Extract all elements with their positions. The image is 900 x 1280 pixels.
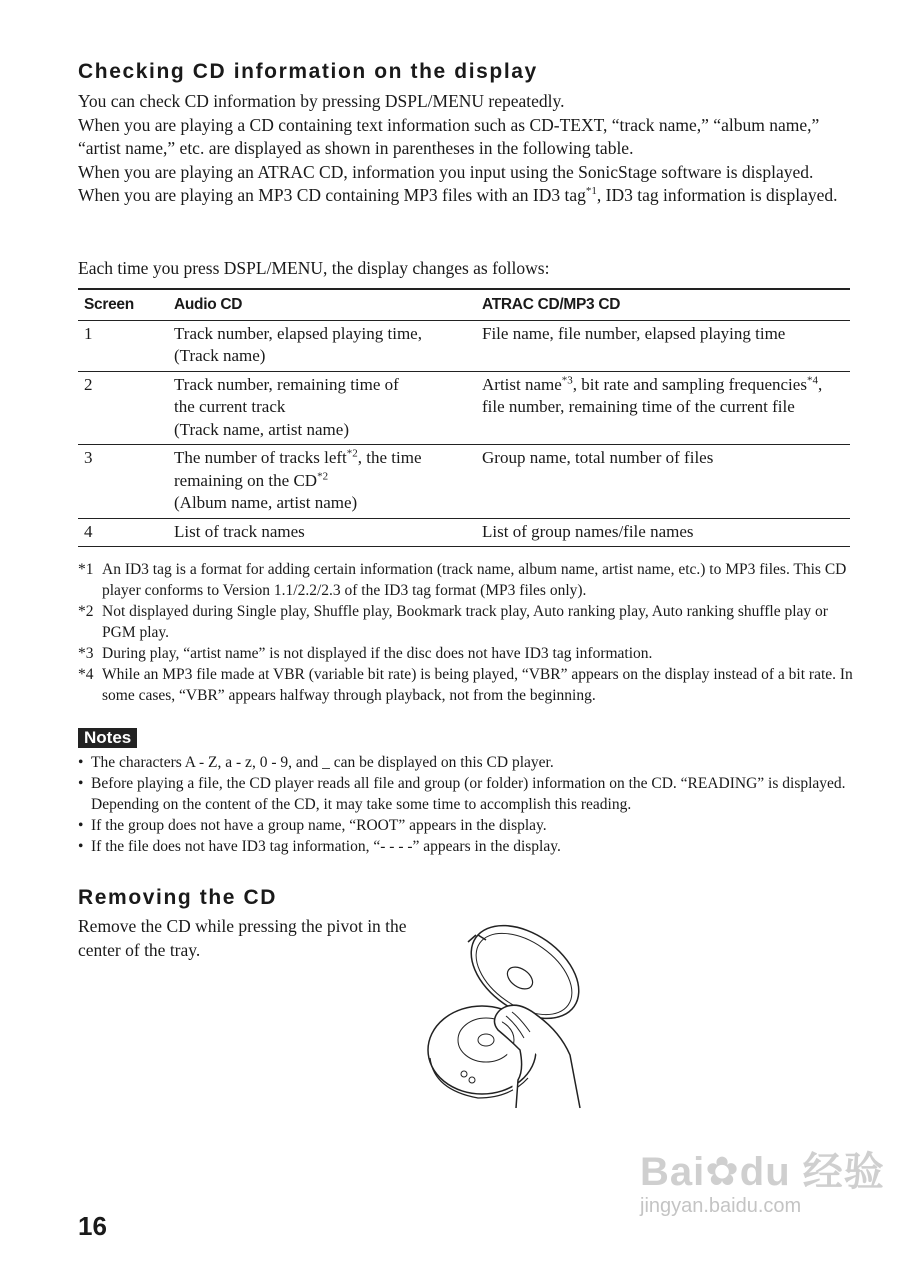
header-audio-cd: Audio CD: [168, 289, 476, 320]
table-row: [78, 518, 850, 547]
footnote: *1 An ID3 tag is a format for adding certain information (track name, album name, artist name, etc.) to MP3 files. This CD player conforms to Version 1.1/2.2/2.3 of the ID3 tag format (MP3 files only).: [78, 561, 847, 599]
table-intro: Each time you press DSPL/MENU, the display changes as follows:: [78, 258, 550, 278]
table-row: [78, 320, 850, 371]
screen-cell: 2: [78, 371, 168, 445]
section-title-checking-cd-info: Checking CD information on the display: [78, 60, 538, 83]
watermark-brand: Bai✿du 经验: [640, 1150, 885, 1194]
notes-label: Notes: [78, 728, 137, 748]
table-row: [78, 371, 850, 445]
display-info-table: [78, 288, 850, 547]
audio-cd-cell: Track number, remaining time of the current track (Track name, artist name): [168, 371, 476, 445]
footnote: *3 During play, “artist name” is not displayed if the disc does not have ID3 tag information.: [78, 645, 653, 662]
audio-cd-cell: The number of tracks left$^{*2}$, the time remaining on the CD$^{*2}$ (Album name, artist name): [168, 445, 476, 519]
footnotes: [78, 559, 858, 706]
intro-paragraph-2: When you are playing a CD containing text information such as CD-TEXT, “track name,” “album name,” “artist name,” etc. are displayed as shown in parentheses in the following table.: [78, 114, 820, 158]
screen-cell: 4: [78, 518, 168, 547]
notes-list: [78, 752, 858, 857]
list-item: • Before playing a file, the CD player reads all file and group (or folder) information on the CD. “READING” is displayed. Depending on the content of the CD, it may take some time to accomplish this reading.: [78, 775, 846, 813]
atrac-cell: Group name, total number of files: [476, 445, 850, 519]
audio-cd-cell: List of track names: [168, 518, 476, 547]
cd-removal-illustration: [420, 920, 595, 1115]
intro-paragraph-3: When you are playing an ATRAC CD, information you input using the SonicStage software is displayed. When you are playing an MP3 CD containing MP3 files with an ID3 tag$^{*1}$, ID3 tag information is displayed.: [78, 161, 838, 205]
atrac-cell: List of group names/file names: [476, 518, 850, 547]
footnote: *2 Not displayed during Single play, Shuffle play, Bookmark track play, Auto ranking play, Auto ranking shuffle play or PGM play.: [78, 603, 828, 641]
atrac-cell: File name, file number, elapsed playing time: [476, 320, 850, 371]
page-number: 16: [78, 1211, 107, 1241]
list-item: • If the group does not have a group name, “ROOT” appears in the display.: [78, 817, 547, 834]
removing-cd-text: Remove the CD while pressing the pivot in the center of the tray.: [78, 916, 407, 960]
section-title-removing-cd: Removing the CD: [78, 886, 278, 909]
list-item: • The characters A - Z, a - z, 0 - 9, and _ can be displayed on this CD player.: [78, 754, 554, 771]
intro-text: [78, 90, 858, 208]
atrac-cell: Artist name$^{*3}$, bit rate and sampling frequencies$^{*4}$, file number, remaining time of the current file: [476, 371, 850, 445]
list-item: • If the file does not have ID3 tag information, “- - - -” appears in the display.: [78, 838, 561, 855]
table-row: [78, 445, 850, 519]
header-screen: Screen: [78, 289, 168, 320]
watermark-url: jingyan.baidu.com: [640, 1195, 802, 1217]
table-header-row: [78, 289, 850, 320]
screen-cell: 3: [78, 445, 168, 519]
screen-cell: 1: [78, 320, 168, 371]
audio-cd-cell: Track number, elapsed playing time, (Track name): [168, 320, 476, 371]
intro-paragraph-1: You can check CD information by pressing DSPL/MENU repeatedly.: [78, 91, 565, 111]
header-atrac-mp3: ATRAC CD/MP3 CD: [476, 289, 850, 320]
watermark: [640, 1140, 885, 1218]
footnote: *4 While an MP3 file made at VBR (variable bit rate) is being played, “VBR” appears on the display instead of a bit rate. In some cases, “VBR” appears halfway through playback, not from the beginning.: [78, 666, 853, 704]
